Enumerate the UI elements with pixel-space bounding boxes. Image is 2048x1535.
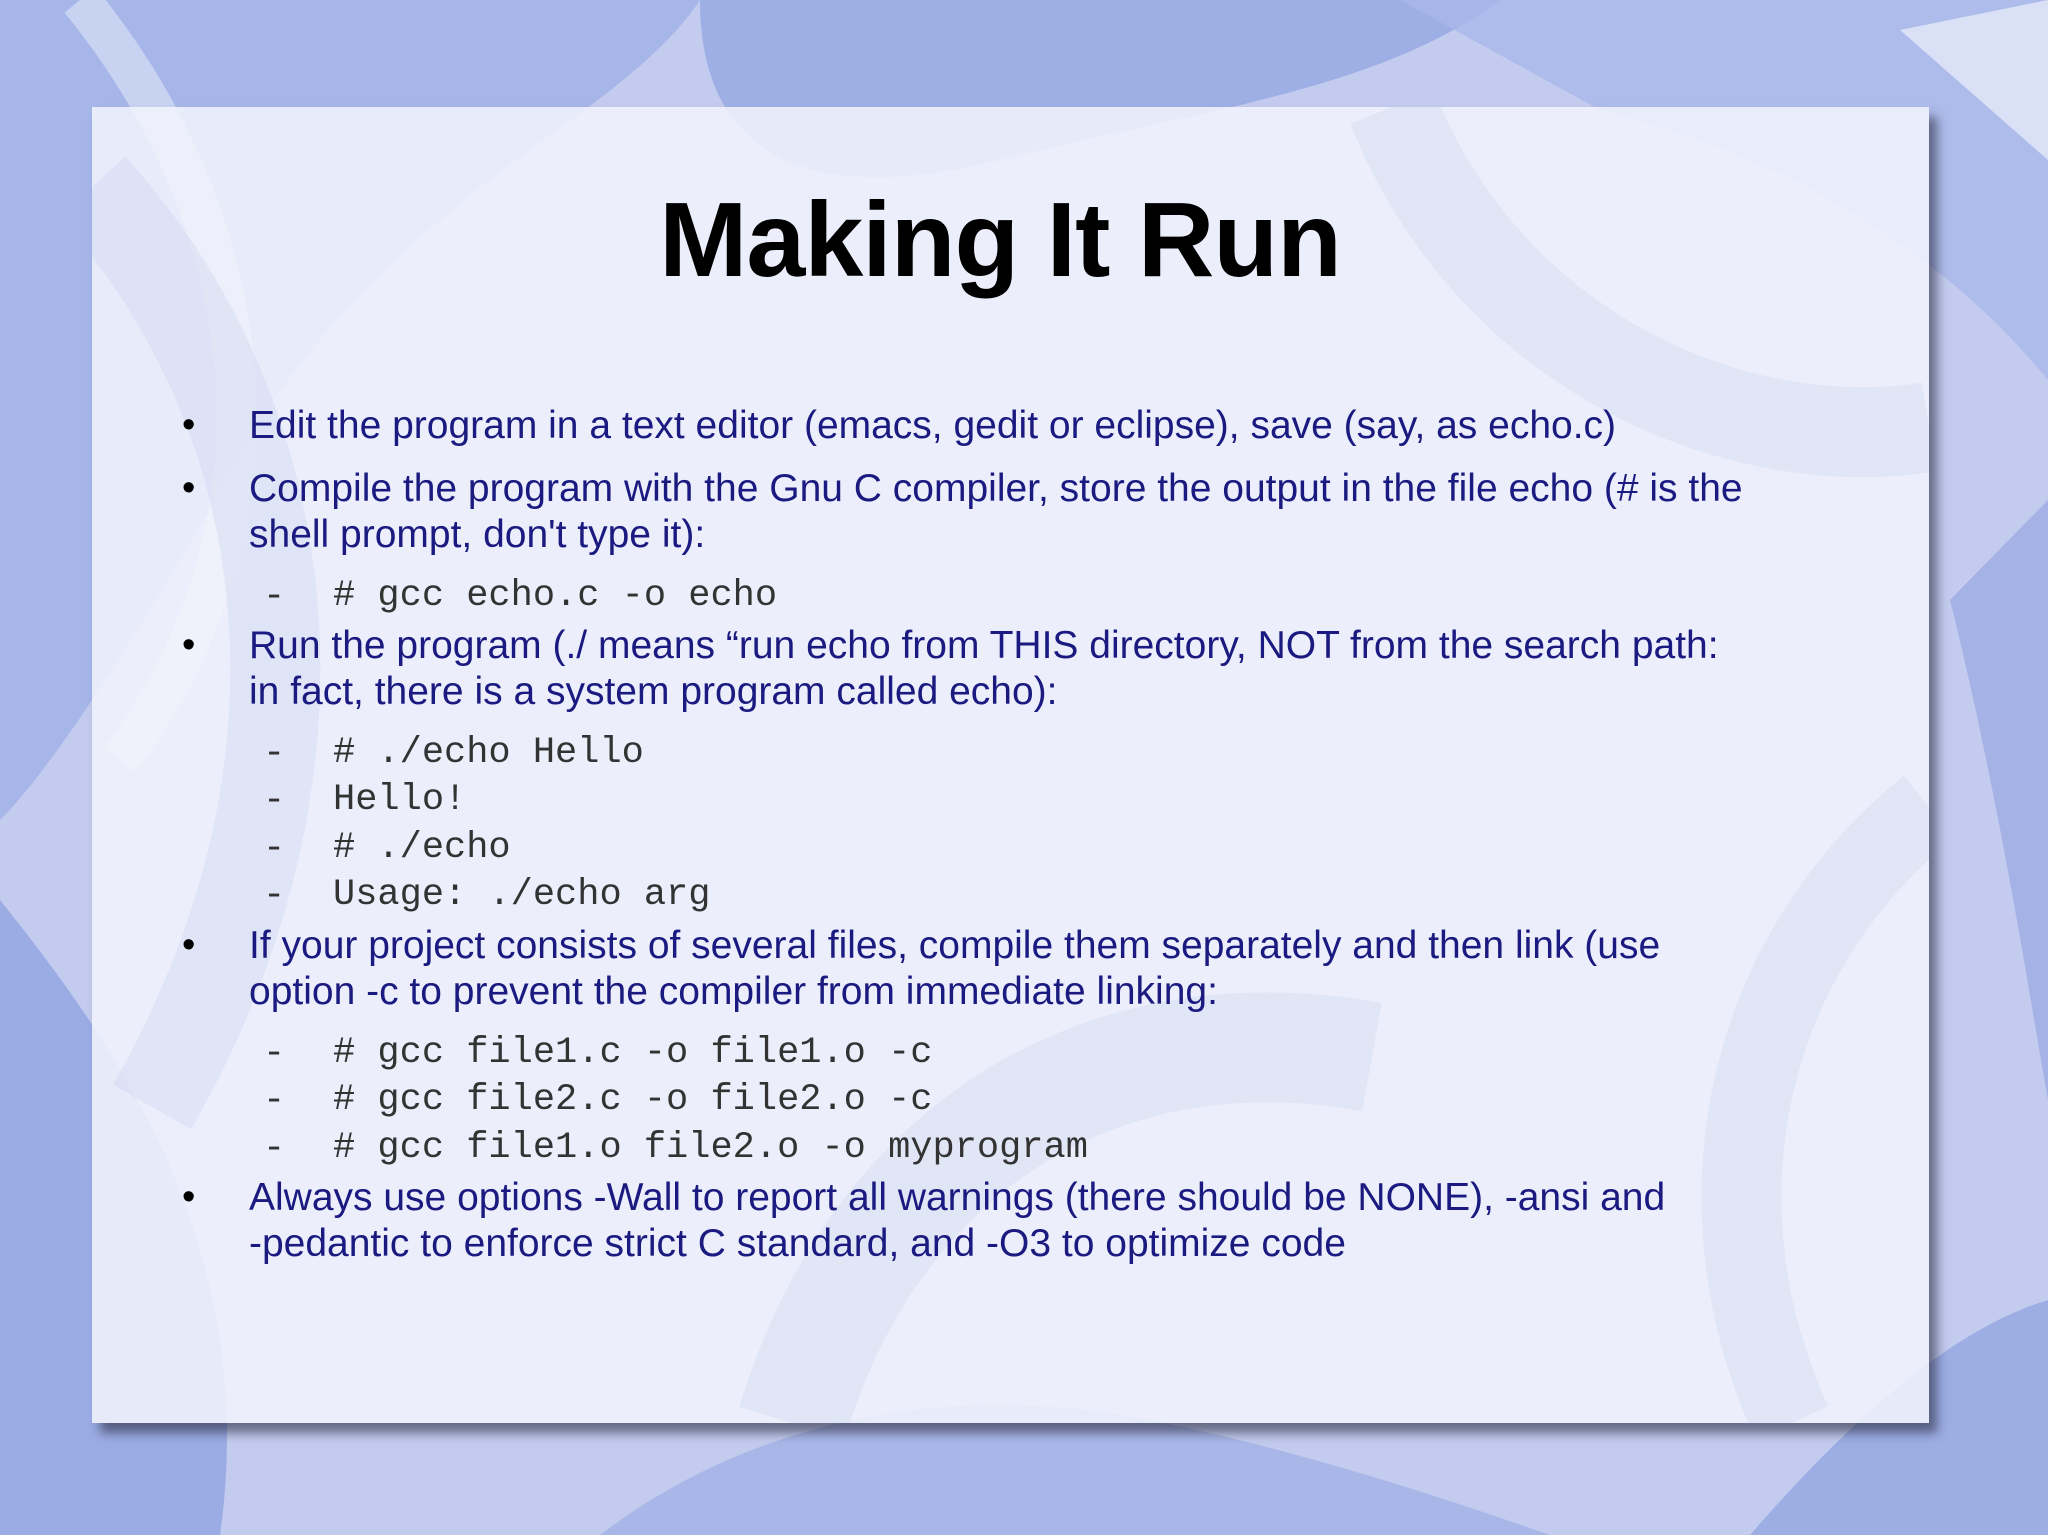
code-dash: - <box>263 875 286 917</box>
code-line: # gcc file1.o file2.o -o myprogram <box>333 1127 1088 1169</box>
code-line: # gcc echo.c -o echo <box>333 575 778 617</box>
bullet-marker: • <box>182 467 196 509</box>
code-dash: - <box>263 1128 286 1170</box>
code-line: # gcc file1.c -o file1.o -c <box>333 1032 933 1074</box>
bullet-text: in fact, there is a system program called echo): <box>249 670 1058 713</box>
code-dash: - <box>263 576 286 618</box>
slide-title: Making It Run <box>659 181 1341 299</box>
code-line: # ./echo Hello <box>333 732 644 774</box>
bullet-text: Run the program (./ means “run echo from THIS directory, NOT from the search path: <box>249 624 1719 667</box>
bullet-text: Edit the program in a text editor (emacs, gedit or eclipse), save (say, as echo.c) <box>249 404 1617 447</box>
bullet-text: -pedantic to enforce strict C standard, and -O3 to optimize code <box>249 1222 1346 1265</box>
code-line: # gcc file2.c -o file2.o -c <box>333 1079 933 1121</box>
bullet-text: If your project consists of several files, compile them separately and then link (use <box>249 924 1661 967</box>
code-line: Usage: ./echo arg <box>333 874 711 916</box>
bullet-text: Compile the program with the Gnu C compiler, store the output in the file echo (# is the <box>249 467 1743 510</box>
code-dash: - <box>263 780 286 822</box>
bullet-marker: • <box>182 404 196 446</box>
bullet-text: option -c to prevent the compiler from immediate linking: <box>249 970 1218 1013</box>
bullet-marker: • <box>182 924 196 966</box>
code-dash: - <box>263 1033 286 1075</box>
code-dash: - <box>263 828 286 870</box>
bullet-marker: • <box>182 1176 196 1218</box>
bullet-text: shell prompt, don't type it): <box>249 513 706 556</box>
code-line: Hello! <box>333 779 467 821</box>
code-dash: - <box>263 733 286 775</box>
code-line: # ./echo <box>333 827 511 869</box>
bullet-text: Always use options -Wall to report all warnings (there should be NONE), -ansi and <box>249 1176 1666 1219</box>
bullet-marker: • <box>182 624 196 666</box>
code-dash: - <box>263 1080 286 1122</box>
